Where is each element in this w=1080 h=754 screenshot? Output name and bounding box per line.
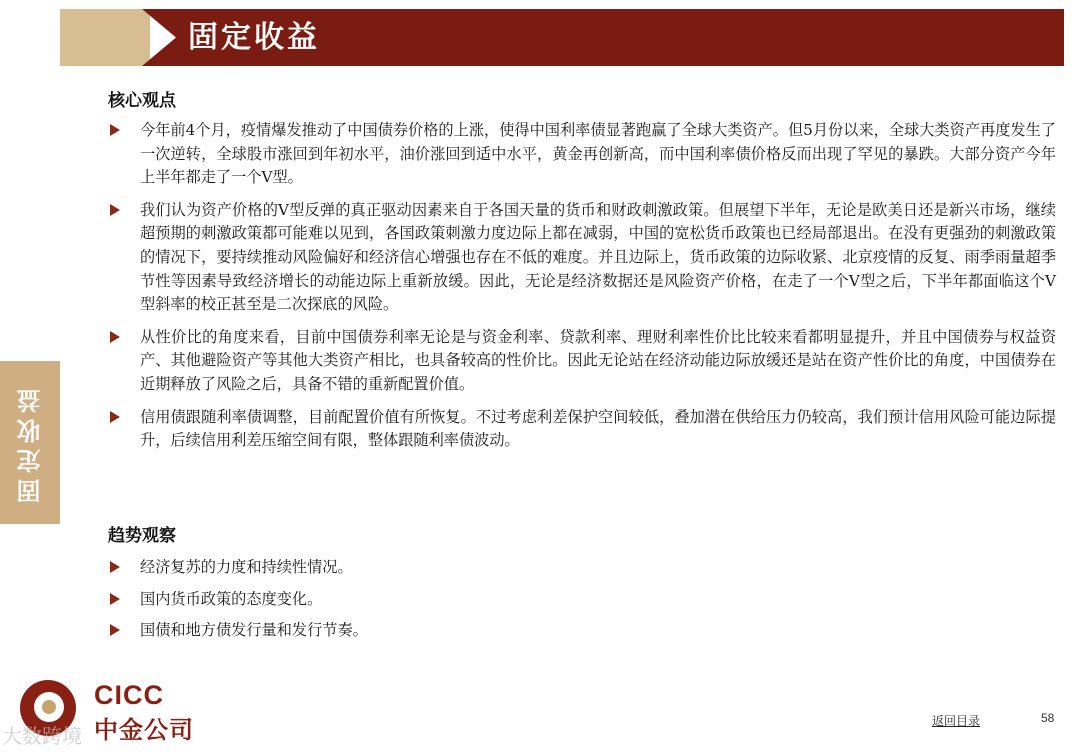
list-item: 信用债跟随利率债调整，目前配置价值有所恢复。不过考虑利差保护空间较低，叠加潜在供给压力仍较高，我们预计信用风险可能边际提升，后续信用利差压缩空间有限，整体跟随利率债波动。 [108,406,1056,453]
triangle-bullet-icon [110,593,120,605]
list-item: 国债和地方债发行量和发行节奏。 [108,619,1056,643]
side-section-tab [0,361,60,524]
trend-watch-list [108,556,1056,651]
triangle-bullet-icon [110,204,120,216]
back-to-contents-link[interactable]: 返回目录 [932,714,981,728]
triangle-bullet-icon [110,561,120,573]
logo-text-cn: 中金公司 [94,716,194,744]
list-item: 我们认为资产价格的V型反弹的真正驱动因素来自于各国天量的货币和财政刺激政策。但展望下半年，无论是欧美日还是新兴市场，继续超预期的刺激政策都可能难以见到，各国政策刺激力度边际上都在减弱，中国的宽松货币政策也已经局部退出。在没有更强劲的刺激政策的情况下，要持续推动风险偏好和经济信心增强也存在不低的难度。并且边际上，货币政策的边际收紧、北京疫情的反复、雨季雨量超季节性等因素导致经济增长的动能边际上重新放缓。因此，无论是经济数据还是风险资产价格，在走了一个V型之后，下半年都面临这个V型斜率的校正甚至是二次探底的风险。 [108,199,1056,317]
triangle-bullet-icon [110,624,120,636]
list-item: 国内货币政策的态度变化。 [108,588,1056,612]
section-heading-core-views: 核心观点 [108,91,176,111]
page-number: 58 [1041,711,1055,725]
triangle-bullet-icon [110,124,120,136]
side-tab-label: 固定收益 [15,382,45,503]
list-item: 经济复苏的力度和持续性情况。 [108,556,1056,580]
triangle-bullet-icon [110,331,120,343]
list-item: 今年前4个月，疫情爆发推动了中国债券价格的上涨，使得中国利率债显著跑赢了全球大类资产。但5月份以来，全球大类资产再度发生了一次逆转，全球股市涨回到年初水平，油价涨回到适中水平，黄金再创新高，而中国利率债价格反而出现了罕见的暴跌。大部分资产今年上半年都走了一个V型。 [108,119,1056,190]
page-title: 固定收益 [188,20,320,55]
list-item: 从性价比的角度来看，目前中国债券利率无论是与资金利率、贷款利率、理财利率性价比比较来看都明显提升，并且中国债券与权益资产、其他避险资产等其他大类资产相比，也具备较高的性价比。因此无论站在经济动能边际放缓还是站在资产性价比的角度，中国债券在近期释放了风险之后，具备不错的重新配置价值。 [108,326,1056,397]
watermark: 大数跨境 [2,724,82,748]
triangle-bullet-icon [110,411,120,423]
section-heading-trend-watch: 趋势观察 [108,526,176,546]
core-views-list [108,119,1056,462]
logo-text-en: CICC [94,680,164,710]
header-accent-block [60,9,150,66]
